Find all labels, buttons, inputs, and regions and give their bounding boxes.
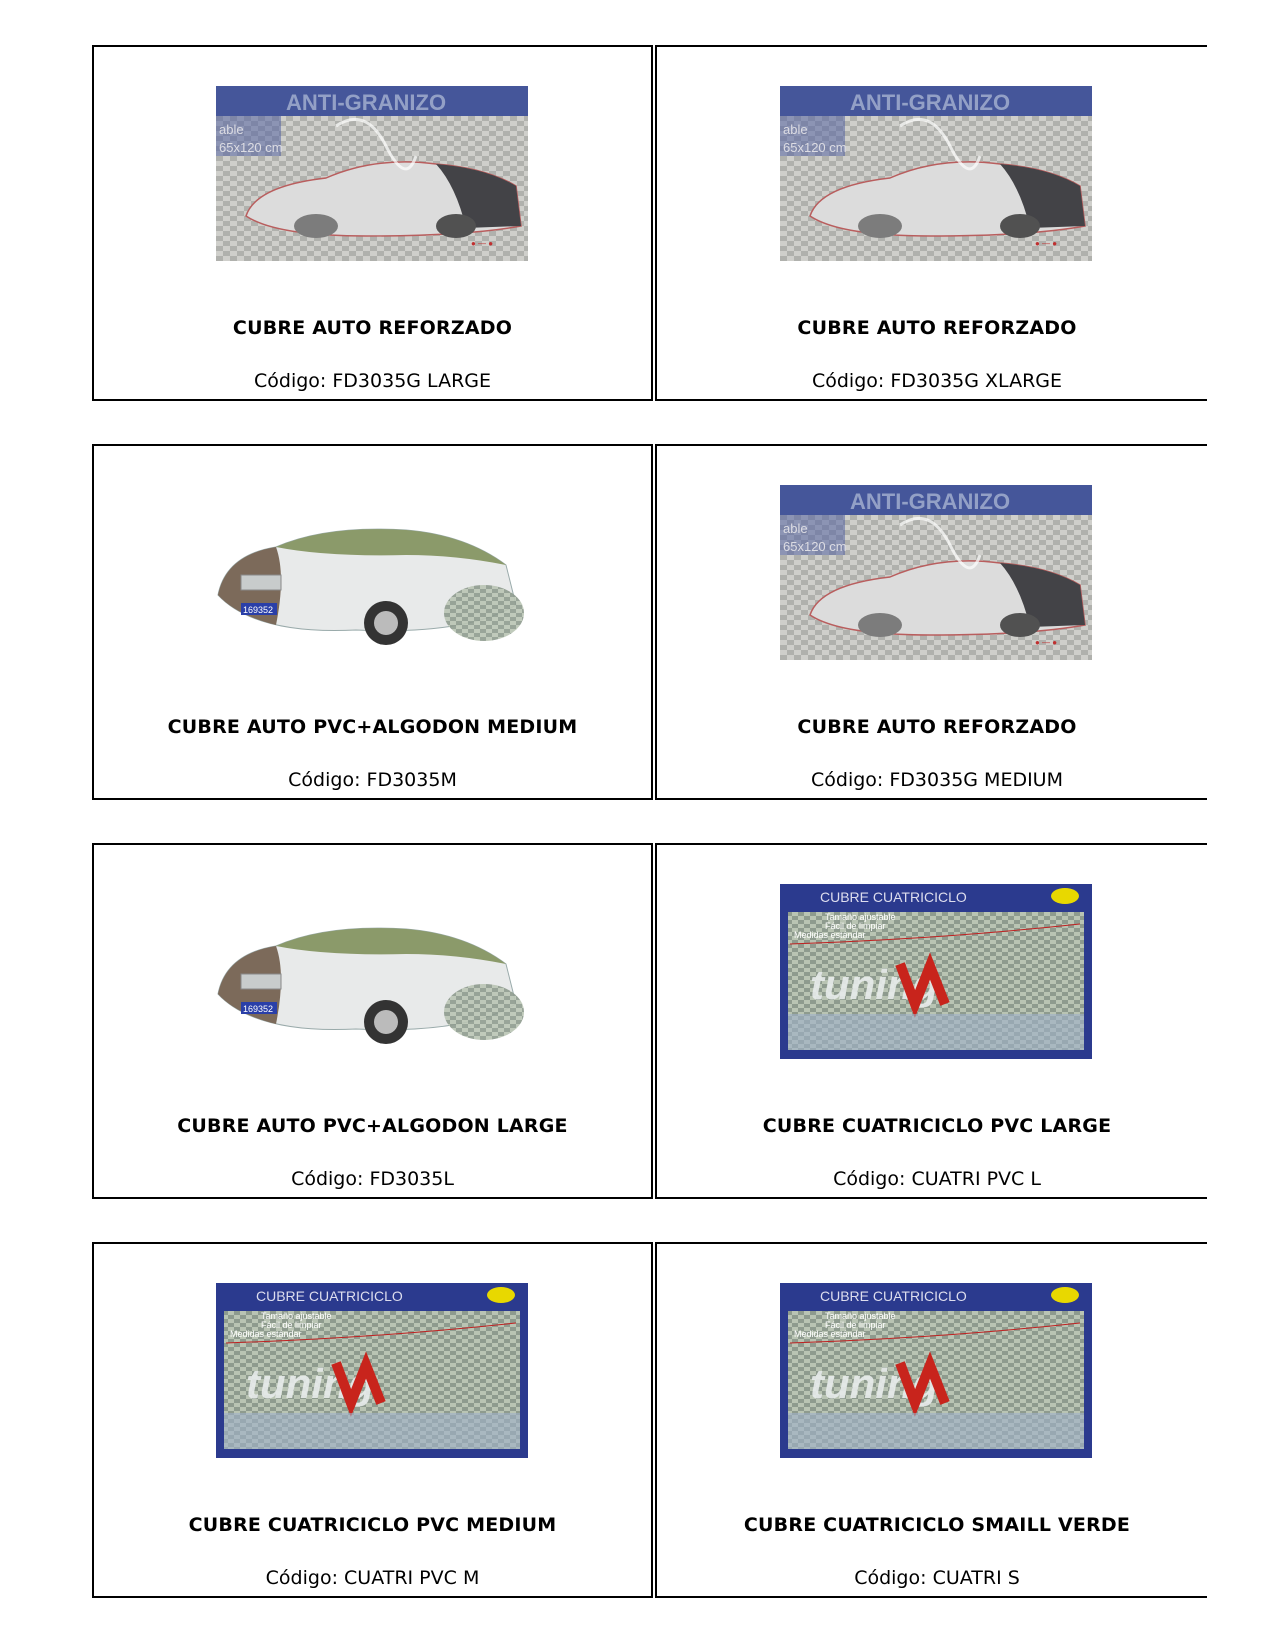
product-code [94,769,651,791]
product-title: CUBRE CUATRICICLO SMAILL VERDE [743,1514,1131,1536]
code-value: FD3035G MEDIUM [889,769,1063,791]
svg-text:Tamaño ajustable: Tamaño ajustable [261,1311,332,1321]
product-title: CUBRE AUTO REFORZADO [797,317,1077,339]
svg-text:able: able [219,122,244,137]
svg-text:● — ●: ● — ● [471,239,494,248]
product-card [655,843,1207,1199]
product-card [92,1242,653,1598]
svg-text:Fácil de limpiar: Fácil de limpiar [825,921,886,931]
product-card [655,45,1207,401]
svg-text:Medidas estándar: Medidas estándar [794,1329,866,1339]
product-photo [216,884,528,1059]
product-photo [780,1283,1092,1458]
pkg-header-text: ANTI-GRANIZO [850,90,1011,115]
svg-text:● — ●: ● — ● [1035,638,1058,647]
svg-text:Medidas estándar: Medidas estándar [230,1329,302,1339]
code-label: Código: [254,370,327,392]
product-card [92,843,653,1199]
svg-text:Medidas estándar: Medidas estándar [794,930,866,940]
code-value: FD3035G XLARGE [890,370,1062,392]
pkg-header-text: ANTI-GRANIZO [286,90,447,115]
svg-text:65x120 cm: 65x120 cm [219,140,283,155]
product-photo [780,884,1092,1059]
svg-text:65x120 cm: 65x120 cm [783,140,847,155]
code-label: Código: [854,1567,927,1589]
product-row [92,843,1207,1201]
svg-text:Tamaño ajustable: Tamaño ajustable [825,912,896,922]
code-label: Código: [288,769,361,791]
code-label: Código: [291,1168,364,1190]
code-value: FD3035L [369,1168,454,1190]
code-value: CUATRI S [932,1567,1020,1589]
product-photo [216,1283,528,1458]
svg-text:tuning: tuning [246,1360,375,1407]
product-photo [216,86,528,261]
product-code [657,1168,1217,1190]
code-value: FD3035G LARGE [332,370,491,392]
svg-text:able: able [783,521,808,536]
pkg-header-text: ANTI-GRANIZO [850,489,1011,514]
svg-text:tuning: tuning [810,1360,939,1407]
product-card [655,1242,1207,1598]
product-title: CUBRE AUTO REFORZADO [232,317,513,339]
svg-text:CUBRE CUATRICICLO: CUBRE CUATRICICLO [256,1288,403,1304]
product-row [92,444,1207,802]
product-code [657,370,1217,392]
code-label: Código: [811,769,884,791]
product-title: CUBRE AUTO REFORZADO [797,716,1077,738]
product-title: CUBRE AUTO PVC+ALGODON LARGE [177,1115,568,1137]
code-value: CUATRI PVC M [344,1567,480,1589]
svg-text:tuning: tuning [810,961,939,1008]
product-code [94,370,651,392]
product-row [92,45,1207,403]
product-row [92,1242,1207,1600]
code-label: Código: [833,1168,906,1190]
svg-text:Tamaño ajustable: Tamaño ajustable [825,1311,896,1321]
product-photo [780,485,1092,660]
product-title: CUBRE CUATRICICLO PVC LARGE [762,1115,1112,1137]
product-card [92,444,653,800]
svg-text:able: able [783,122,808,137]
svg-text:CUBRE CUATRICICLO: CUBRE CUATRICICLO [820,889,967,905]
product-code [94,1168,651,1190]
product-photo [780,86,1092,261]
code-value: FD3035M [366,769,457,791]
svg-text:169352: 169352 [243,605,274,615]
svg-text:65x120 cm: 65x120 cm [783,539,847,554]
product-grid [92,45,1207,1641]
product-photo [216,485,528,660]
product-code [657,769,1217,791]
svg-text:● — ●: ● — ● [1035,239,1058,248]
product-code [94,1567,651,1589]
code-label: Código: [265,1567,338,1589]
code-value: CUATRI PVC L [911,1168,1041,1190]
svg-text:Fácil de limpiar: Fácil de limpiar [825,1320,886,1330]
code-label: Código: [811,370,885,392]
svg-text:169352: 169352 [243,1004,274,1014]
svg-text:Fácil de limpiar: Fácil de limpiar [261,1320,322,1330]
product-card [92,45,653,401]
product-title: CUBRE AUTO PVC+ALGODON MEDIUM [167,716,578,738]
product-card [655,444,1207,800]
product-code [657,1567,1217,1589]
product-title: CUBRE CUATRICICLO PVC MEDIUM [188,1514,557,1536]
svg-text:CUBRE CUATRICICLO: CUBRE CUATRICICLO [820,1288,967,1304]
